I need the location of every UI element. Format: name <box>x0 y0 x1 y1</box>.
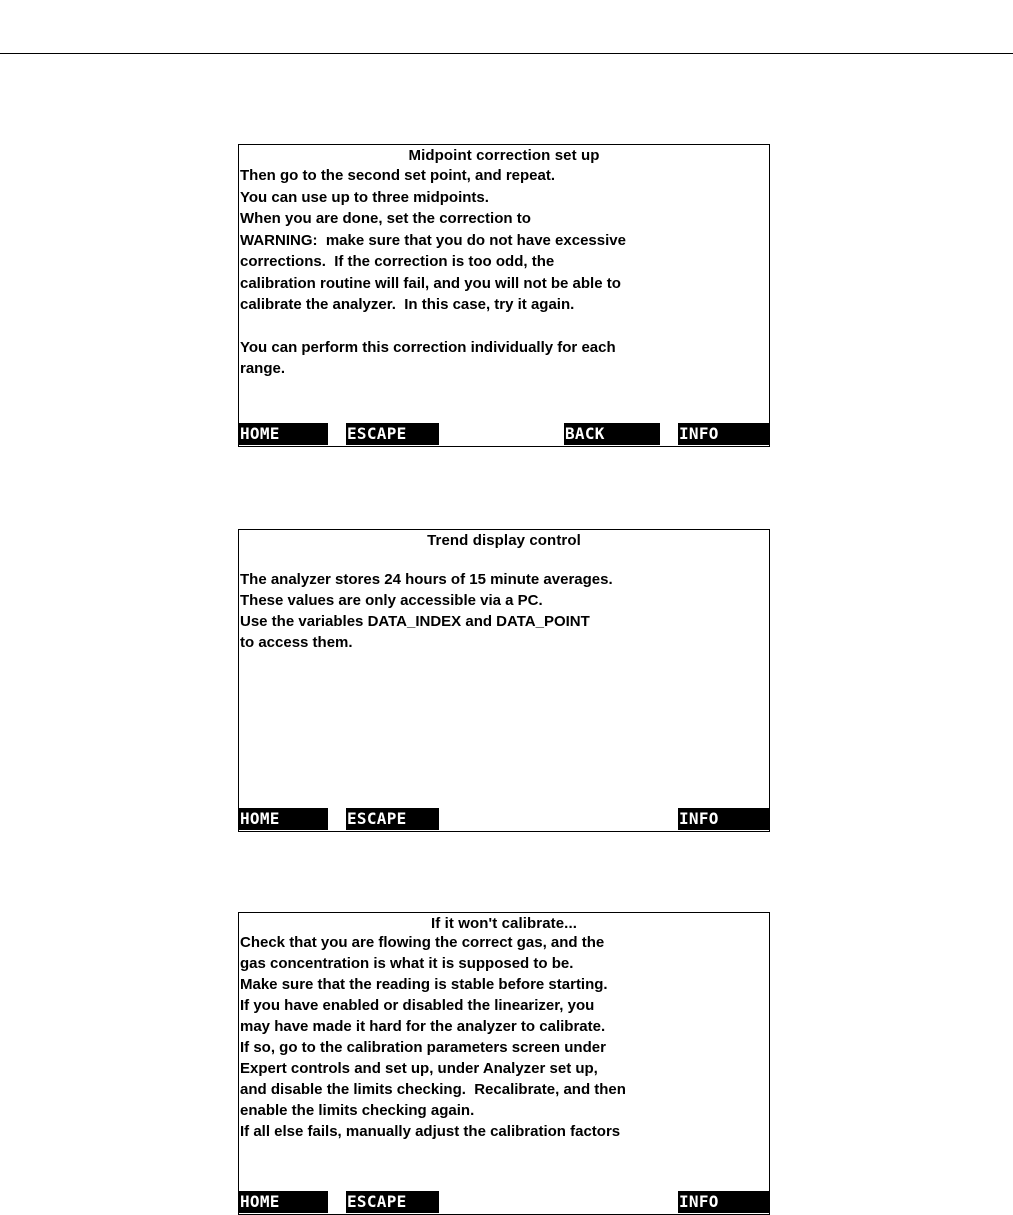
text-line: Expert controls and set up, under Analyzer set up, <box>240 1060 598 1077</box>
info-button[interactable]: INFO <box>678 1191 769 1213</box>
softkey-bar <box>239 423 769 445</box>
text-line: WARNING: make sure that you do not have excessive <box>240 231 626 249</box>
back-button[interactable]: BACK <box>564 423 660 445</box>
text-line: You can use up to three midpoints. <box>240 188 489 206</box>
text-line: You can perform this correction individually for each <box>240 338 616 356</box>
text-line: If all else fails, manually adjust the calibration factors <box>240 1123 621 1140</box>
escape-button[interactable]: ESCAPE <box>346 423 439 445</box>
text-line: Then go to the second set point, and repeat. <box>240 167 556 184</box>
screen-body <box>239 933 769 1143</box>
text-line <box>240 550 769 569</box>
home-button[interactable]: HOME <box>239 1191 328 1213</box>
text-line: enable the limits checking again. <box>240 1102 475 1119</box>
page-header-rule <box>0 53 1013 54</box>
text-line: calibration routine will fail, and you will not be able to <box>240 274 621 292</box>
home-button[interactable]: HOME <box>239 808 328 830</box>
escape-button[interactable]: ESCAPE <box>346 1191 439 1213</box>
screen-body <box>239 165 769 380</box>
softkey-bar <box>239 808 769 830</box>
softkey-bar <box>239 1191 769 1213</box>
screen-title: If it won't calibrate... <box>431 915 577 932</box>
screen-body <box>239 550 769 653</box>
text-line: corrections. If the correction is too odd, the <box>240 253 555 270</box>
screen-calibration-troubleshooting <box>238 912 770 1215</box>
text-line: When you are done, set the correction to <box>240 210 531 227</box>
text-line: range. <box>240 360 286 377</box>
text-line: and disable the limits checking. Recalibrate, and then <box>240 1081 626 1098</box>
text-line: calibrate the analyzer. In this case, try it again. <box>240 296 575 313</box>
text-line: Make sure that the reading is stable before starting. <box>240 976 608 993</box>
info-button[interactable]: INFO <box>678 808 769 830</box>
screen-midpoint-correction <box>238 144 770 447</box>
text-line: Check that you are flowing the correct gas, and the <box>240 934 605 951</box>
text-line: may have made it hard for the analyzer to calibrate. <box>240 1018 606 1035</box>
escape-button[interactable]: ESCAPE <box>346 808 439 830</box>
text-line: gas concentration is what it is supposed to be. <box>240 955 574 972</box>
screen-title: Midpoint correction set up <box>408 147 600 164</box>
screen-title: Trend display control <box>427 532 581 549</box>
text-line: The analyzer stores 24 hours of 15 minute averages. <box>240 571 613 588</box>
text-line: If you have enabled or disabled the linearizer, you <box>240 997 595 1014</box>
info-button[interactable]: INFO <box>678 423 769 445</box>
text-line: If so, go to the calibration parameters screen under <box>240 1039 606 1056</box>
text-line <box>240 316 769 337</box>
text-line: These values are only accessible via a PC. <box>240 592 543 609</box>
text-line: to access them. <box>240 634 353 651</box>
text-line: Use the variables DATA_INDEX and DATA_POINT <box>240 613 590 630</box>
home-button[interactable]: HOME <box>239 423 328 445</box>
screen-trend-display-control <box>238 529 770 832</box>
